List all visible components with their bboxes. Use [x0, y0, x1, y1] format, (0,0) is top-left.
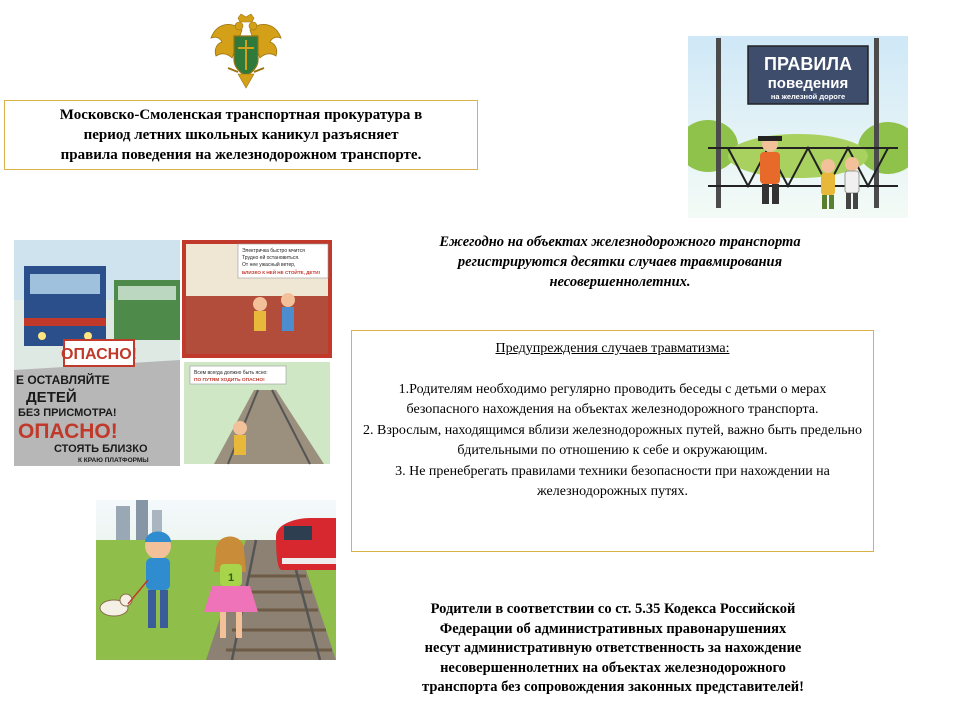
liability-line: несовершеннолетних на объектах железнодорожного [440, 659, 786, 676]
stat-line: несовершеннолетних. [549, 274, 691, 290]
warning-item: 2. Взрослым, находящимся вблизи железнодорожных путей, важно быть предельно бдительными по отношению к себе и окружающим. [363, 422, 862, 458]
children-near-tracks-illustration [96, 500, 336, 660]
intro-line: период летних школьных каникул разъясняет [83, 127, 399, 143]
liability-line: транспорта без сопровождения законных представителей! [422, 679, 804, 695]
liability-line: Федерации об административных правонарушениях [439, 620, 787, 637]
prosecutor-emblem-logo [208, 12, 284, 90]
collage-danger-small: ОПАСНО! [61, 346, 137, 363]
girl-shirt-number: 1 [227, 572, 235, 584]
parent-liability-text [380, 600, 846, 698]
collage-tracks-panel [182, 360, 332, 466]
warning-item: 1.Родителям необходимо регулярно проводить беседы с детьми о мерах безопасного нахождения на объектах железнодорожного транспорта. [398, 381, 827, 417]
collage-danger-big: ОПАСНО! [18, 420, 118, 443]
injury-statistics-text [400, 232, 840, 292]
bubble1-line2: Трудно ей остановиться. [242, 255, 300, 261]
liability-line: несут административную ответственность за нахождение [424, 640, 802, 656]
collage-left-mid2: БЕЗ ПРИСМОТРА! [18, 407, 117, 419]
intro-notice-text [60, 105, 422, 165]
stat-line: регистрируются десятки случаев травмирования [457, 254, 783, 270]
safety-comic-collage [14, 240, 332, 466]
bubble2-line1: Всем всегда должно быть ясно: [194, 370, 268, 376]
collage-left-mid: ДЕТЕЙ [26, 389, 77, 406]
bubble2-line2: ПО ПУТЯМ ХОДИТЬ ОПАСНО! [194, 378, 265, 383]
poster-sign-title: ПРАВИЛА [764, 54, 852, 74]
warning-item: 3. Не пренебрегать правилами техники безопасности при нахождении на железнодорожных путях. [395, 463, 830, 499]
collage-train-panel [14, 240, 180, 466]
intro-line: Московско-Смоленская транспортная прокуратура в [59, 107, 423, 123]
bubble1-line1: Электричка быстро мчится [242, 248, 305, 254]
collage-left-top: Е ОСТАВЛЯЙТЕ [16, 373, 110, 387]
collage-bottom-line2: К КРАЮ ПЛАТФОРМЫ [78, 457, 149, 464]
warnings-title: Предупреждения случаев травматизма: [495, 341, 730, 356]
poster-sign-small: на железной дороге [770, 92, 846, 101]
collage-platform-panel [182, 240, 332, 358]
warnings-box [351, 330, 874, 552]
rules-poster-illustration [688, 36, 908, 218]
intro-line: правила поведения на железнодорожном транспорте. [60, 147, 422, 163]
liability-line: Родители в соответствии со ст. 5.35 Кодекса Российской [430, 601, 796, 617]
poster-sign-subtitle: поведения [767, 75, 849, 92]
collage-bottom-line1: СТОЯТЬ БЛИЗКО [54, 443, 148, 455]
stat-line: Ежегодно на объектах железнодорожного транспорта [439, 234, 801, 250]
bubble1-line3: От нее ужасный ветер, [242, 262, 296, 268]
bubble1-line4: БЛИЗКО К НЕЙ НЕ СТОЙТЕ, ДЕТИ! [242, 270, 321, 275]
intro-notice-box [4, 100, 478, 170]
